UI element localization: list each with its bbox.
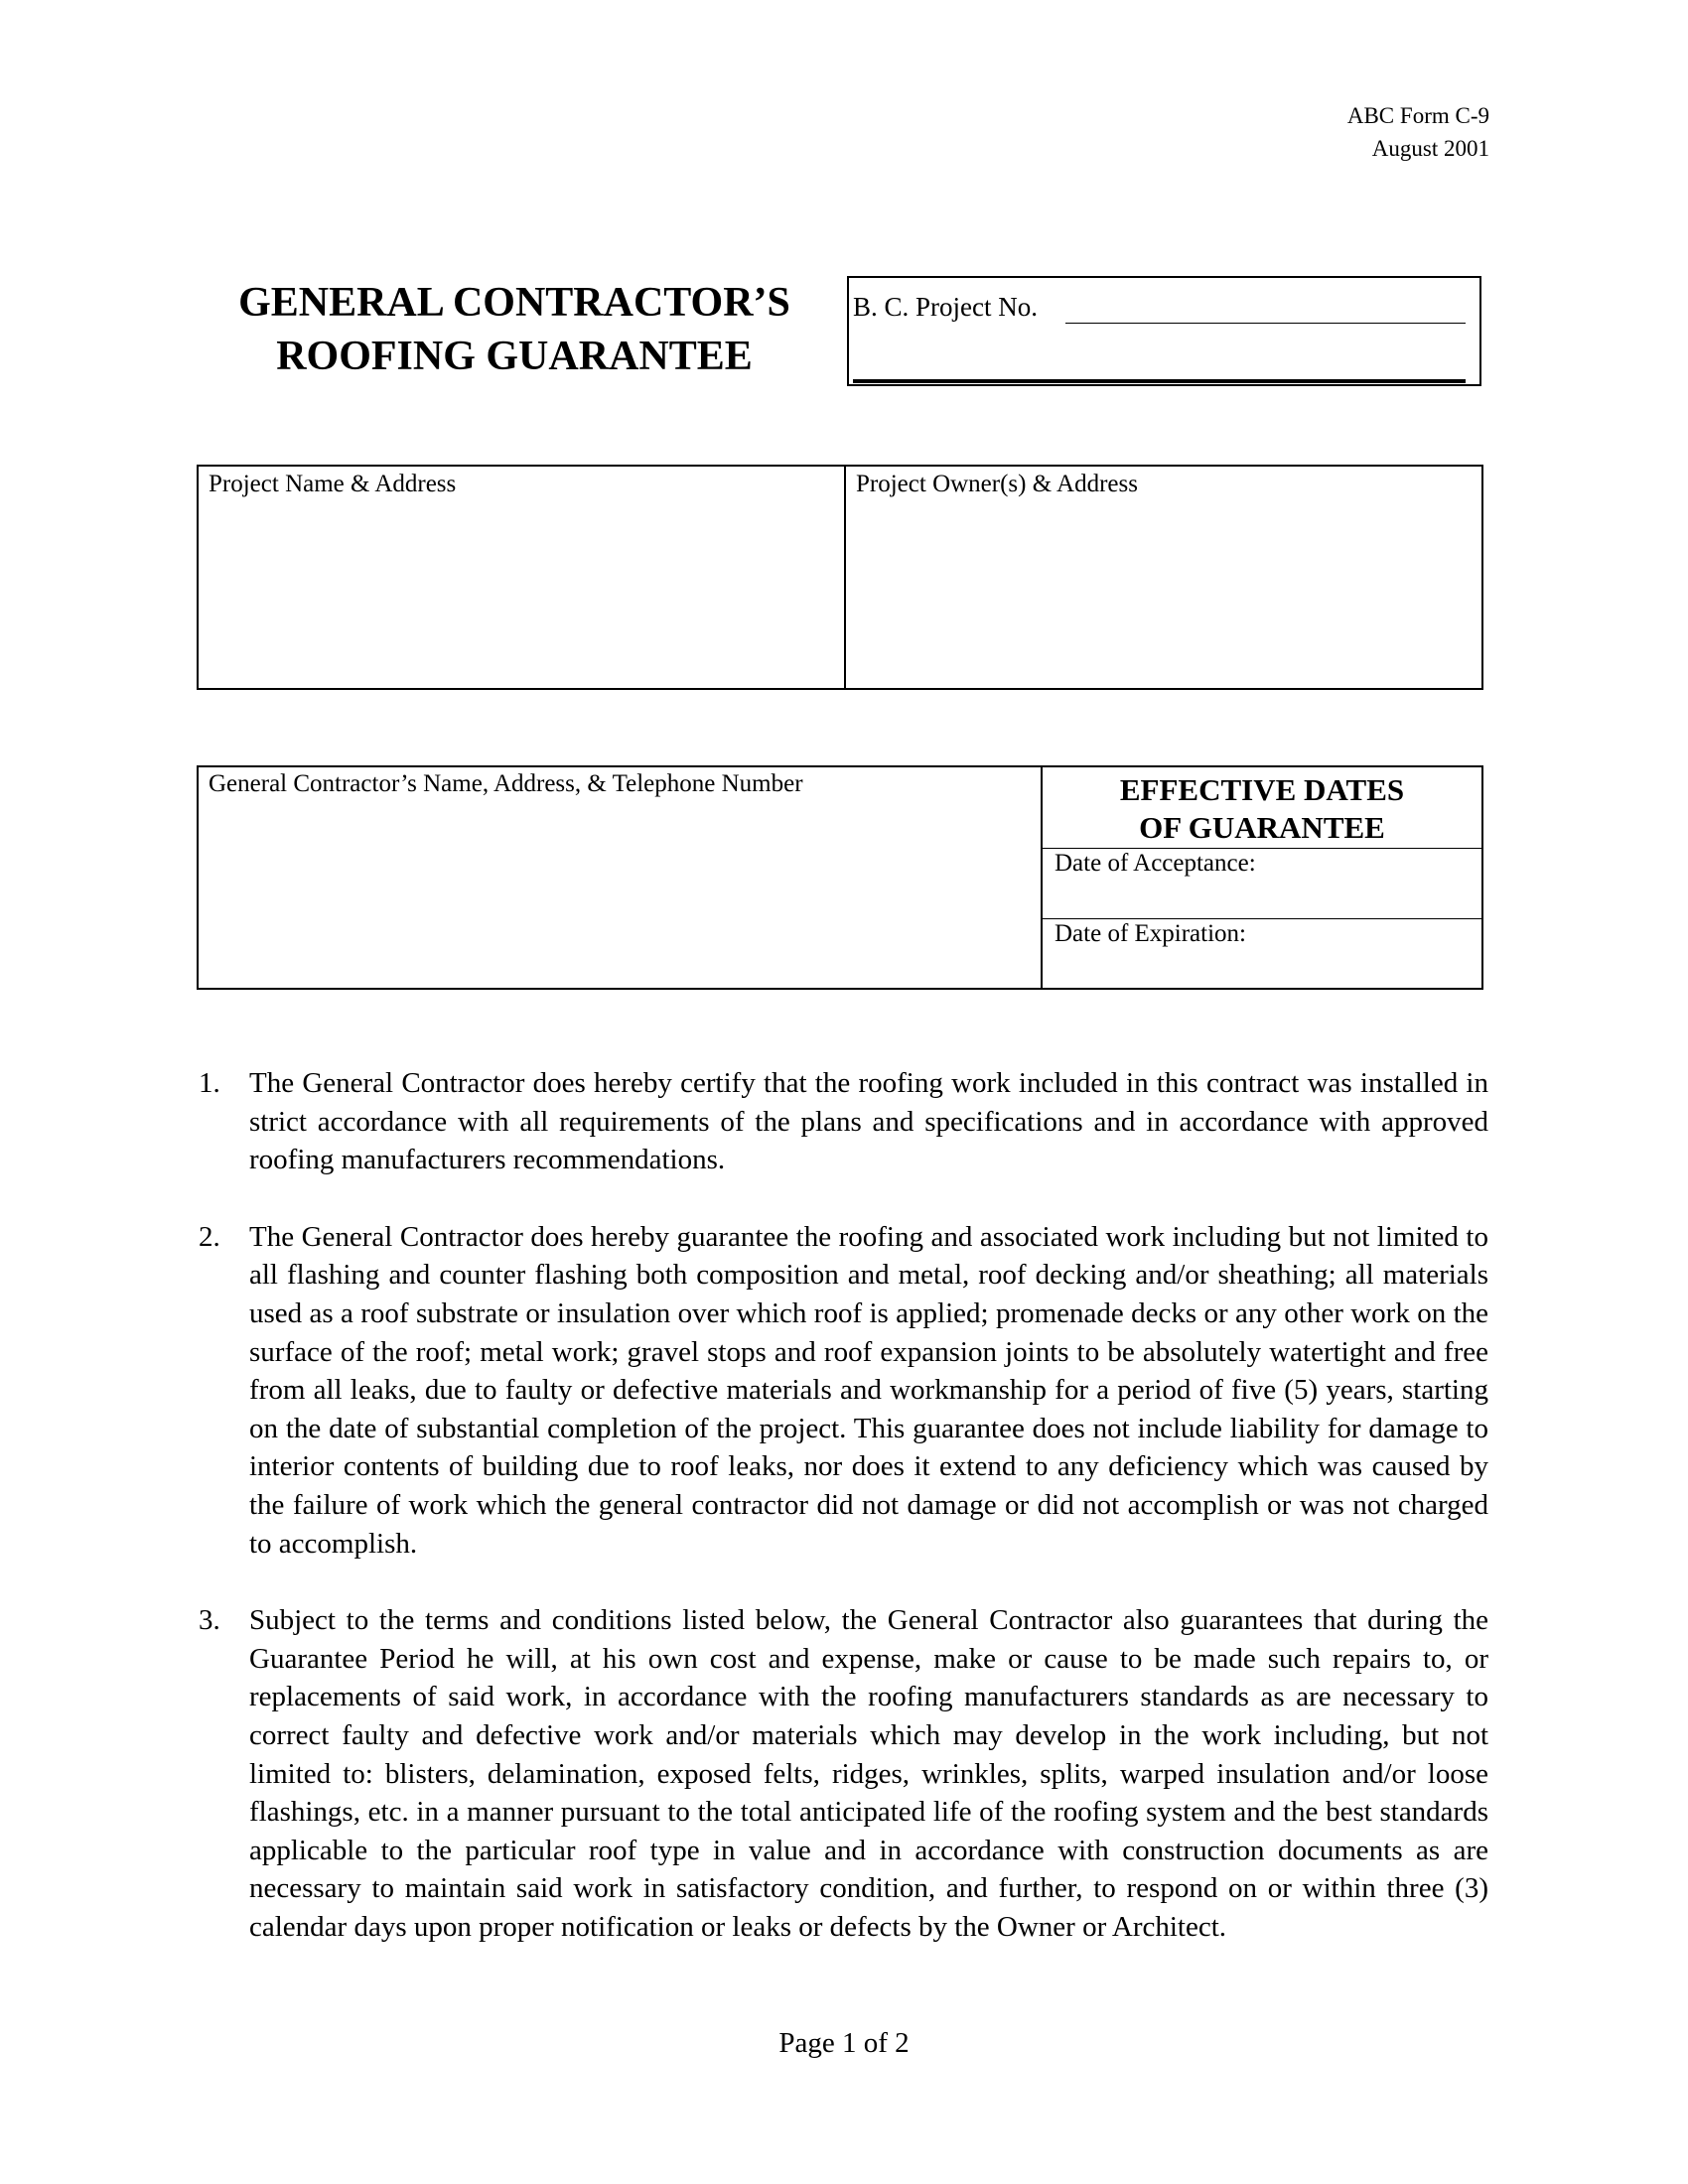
title-line-2: ROOFING GUARANTEE [276,334,753,379]
effective-heading-line-2: OF GUARANTEE [1139,810,1385,845]
clause-text: Subject to the terms and conditions listed below, the General Contractor also guarantees that during the Guarantee Period he will, at his own cost and expense, make or cause to be made such repairs to, or replacements of said work, in accordance with the roofing manufacturers standards as are necessary to correct faulty and defective work and/or materials which may develop in the work including, but not limited to: blisters, delamination, exposed felts, ridges, wrinkles, splits, warped insulation and/or loose flashings, etc. in a manner pursuant to the total anticipated life of the roofing system and the best standards applicable to the particular roof type in value and in accordance with construction documents as are necessary to maintain said work in satisfactory condition, and further, to respond on or within three (3) calendar days upon proper notification or leaks or defects by the Owner or Architect. [249,1604,1488,1943]
clause-item [199,1064,1488,1179]
form-number: ABC Form C-9 [1346,103,1489,128]
guarantee-clauses [199,1064,1488,1984]
page-number: Page 1 of 2 [778,2027,910,2059]
contractor-info-box [197,765,1483,990]
gc-info-label: General Contractor’s Name, Address, & Telephone Number [209,770,803,797]
clause-item [199,1218,1488,1563]
bc-project-box [847,276,1481,386]
effective-heading-line-1: EFFECTIVE DATES [1119,772,1405,807]
form-identifier [1347,99,1489,165]
effective-dates-heading [1043,767,1481,849]
acceptance-date-label: Date of Acceptance: [1055,850,1256,877]
clause-text: The General Contractor does hereby certify that the roofing work included in this contract was installed in strict accordance with all requirements of the plans and specifications and in accordance with approved roofing manufacturers recommendations. [249,1067,1488,1176]
page-title [199,276,830,383]
bc-project-number-field[interactable] [1065,323,1466,324]
bc-project-extra-field[interactable] [853,379,1466,383]
clause-text: The General Contractor does hereby guarantee the roofing and associated work including but not limited to all flashing and counter flashing both composition and metal, roof decking and/or sheathing; all materials used as a roof substrate or insulation over which roof is applied; promenade decks or any other work on the surface of the roof; metal work; gravel stops and roof expansion joints to be absolutely watertight and free from all leaks, due to faulty or defective materials and workmanship for a period of five (5) years, starting on the date of substantial completion of the project. This guarantee does not include liability for damage to interior contents of building due to roof leaks, nor does it extend to any deficiency which was caused by the failure of work which the general contractor did not damage or did not accomplish or was not charged to accomplish. [249,1220,1488,1560]
expiration-date-label: Date of Expiration: [1055,920,1246,947]
project-owner-label: Project Owner(s) & Address [856,471,1138,497]
project-name-label: Project Name & Address [209,471,457,497]
project-box-divider [844,467,846,688]
clause-number: 1. [199,1067,220,1099]
title-line-1: GENERAL CONTRACTOR’S [238,280,790,326]
effective-dates-divider [1043,918,1481,919]
clause-number: 2. [199,1220,220,1253]
project-info-box [197,465,1483,690]
clause-item [199,1601,1488,1946]
bc-project-label: B. C. Project No. [853,292,1038,322]
clause-number: 3. [199,1604,220,1637]
form-date: August 2001 [1371,136,1489,161]
